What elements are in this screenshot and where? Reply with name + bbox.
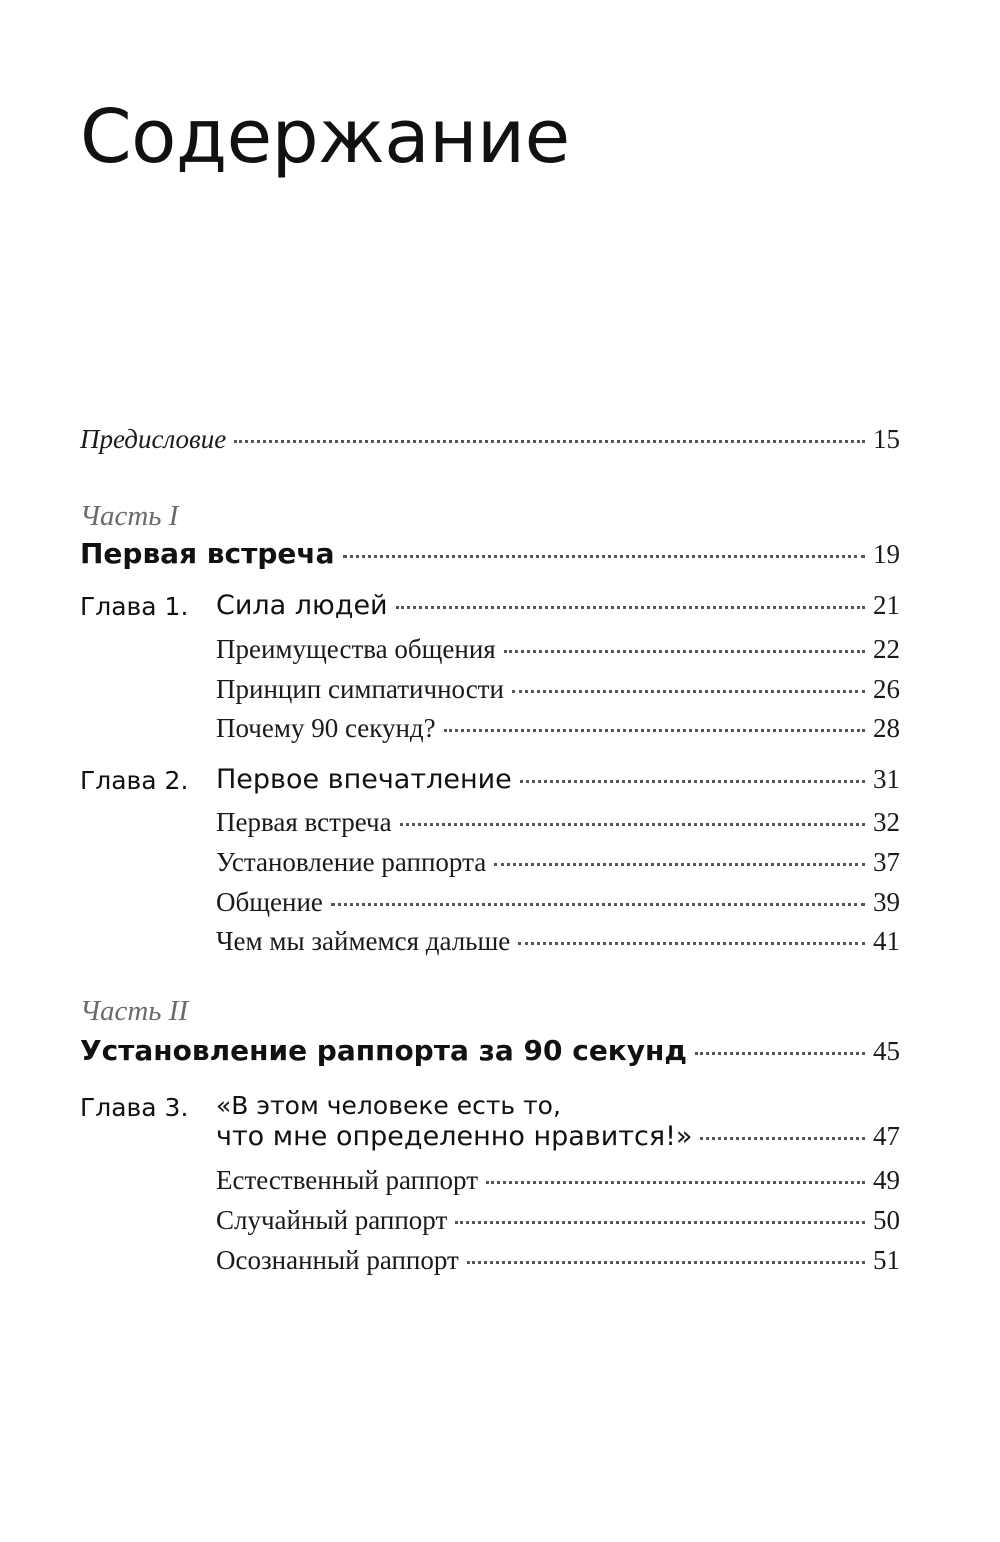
toc-page-number: 21 [873,590,900,620]
toc-page-number: 45 [873,1036,900,1066]
page-title: Содержание [80,94,570,180]
section-title: Принцип симпатичности [216,674,504,704]
section-title: Почему 90 секунд? [216,713,436,743]
toc-page-number: 50 [873,1205,900,1235]
toc-page-number: 31 [873,764,900,794]
toc-page-number: 22 [873,634,900,664]
section-title: Преимущества общения [216,634,496,664]
toc-entry-chapter2[interactable] [216,764,900,795]
toc-page-number: 19 [873,539,900,569]
section-title: Первая встреча [216,807,392,837]
dot-leader [396,606,865,609]
dot-leader [504,650,865,653]
toc-entry-part2[interactable] [80,1034,900,1067]
toc-page-number: 39 [873,887,900,917]
toc-entry-chapter1[interactable] [216,590,900,621]
part-title: Первая встреча [80,537,335,570]
toc-entry-section[interactable] [216,807,900,838]
chapter-number: Глава 2. [80,766,189,795]
toc-entry-label: Предисловие [80,424,227,454]
toc-entry-section[interactable] [216,674,900,705]
part-label: Часть II [80,995,189,1027]
part-title: Установление раппорта за 90 секунд [80,1034,688,1067]
dot-leader [512,690,865,693]
section-title: Естественный раппорт [216,1165,478,1195]
toc-page-number: 15 [873,424,900,454]
toc-entry-preface[interactable] [80,424,900,455]
toc-page-number: 26 [873,674,900,704]
dot-leader [700,1137,865,1140]
section-title: Установление раппорта [216,847,487,877]
toc-page-number: 51 [873,1245,900,1275]
toc-entry-section[interactable] [216,887,900,918]
toc-entry-section[interactable] [216,634,900,665]
toc-page-number: 49 [873,1165,900,1195]
toc-entry-chapter3[interactable] [216,1121,900,1152]
dot-leader [520,780,865,783]
toc-page-number: 32 [873,807,900,837]
toc-entry-section[interactable] [216,847,900,878]
dot-leader [518,942,865,945]
toc-entry-section[interactable] [216,1245,900,1276]
chapter-title: Сила людей [216,590,388,621]
dot-leader [467,1261,865,1264]
dot-leader [455,1221,865,1224]
dot-leader [343,555,865,558]
chapter-title: Первое впечатление [216,764,512,795]
part-label: Часть I [80,500,179,532]
toc-page-number: 41 [873,926,900,956]
toc-entry-section[interactable] [216,926,900,957]
chapter-number: Глава 1. [80,592,189,621]
dot-leader [234,440,865,443]
section-title: Осознанный раппорт [216,1245,459,1275]
toc-entry-section[interactable] [216,1165,900,1196]
toc-page-number: 28 [873,713,900,743]
toc-entry-section[interactable] [216,1205,900,1236]
toc-page-number: 47 [873,1121,900,1151]
section-title: Общение [216,887,323,917]
dot-leader [494,863,865,866]
toc-page-number: 37 [873,847,900,877]
dot-leader [695,1052,865,1055]
toc-entry-part1[interactable] [80,537,900,570]
section-title: Чем мы займемся дальше [216,926,511,956]
chapter-title-line1: «В этом человеке есть то, [216,1091,561,1120]
toc-entry-section[interactable] [216,713,900,744]
chapter-title-line2: что мне определенно нравится!» [216,1121,693,1152]
dot-leader [486,1181,865,1184]
section-title: Случайный раппорт [216,1205,448,1235]
dot-leader [400,823,865,826]
chapter-number: Глава 3. [80,1093,189,1122]
dot-leader [331,903,865,906]
dot-leader [444,729,865,732]
